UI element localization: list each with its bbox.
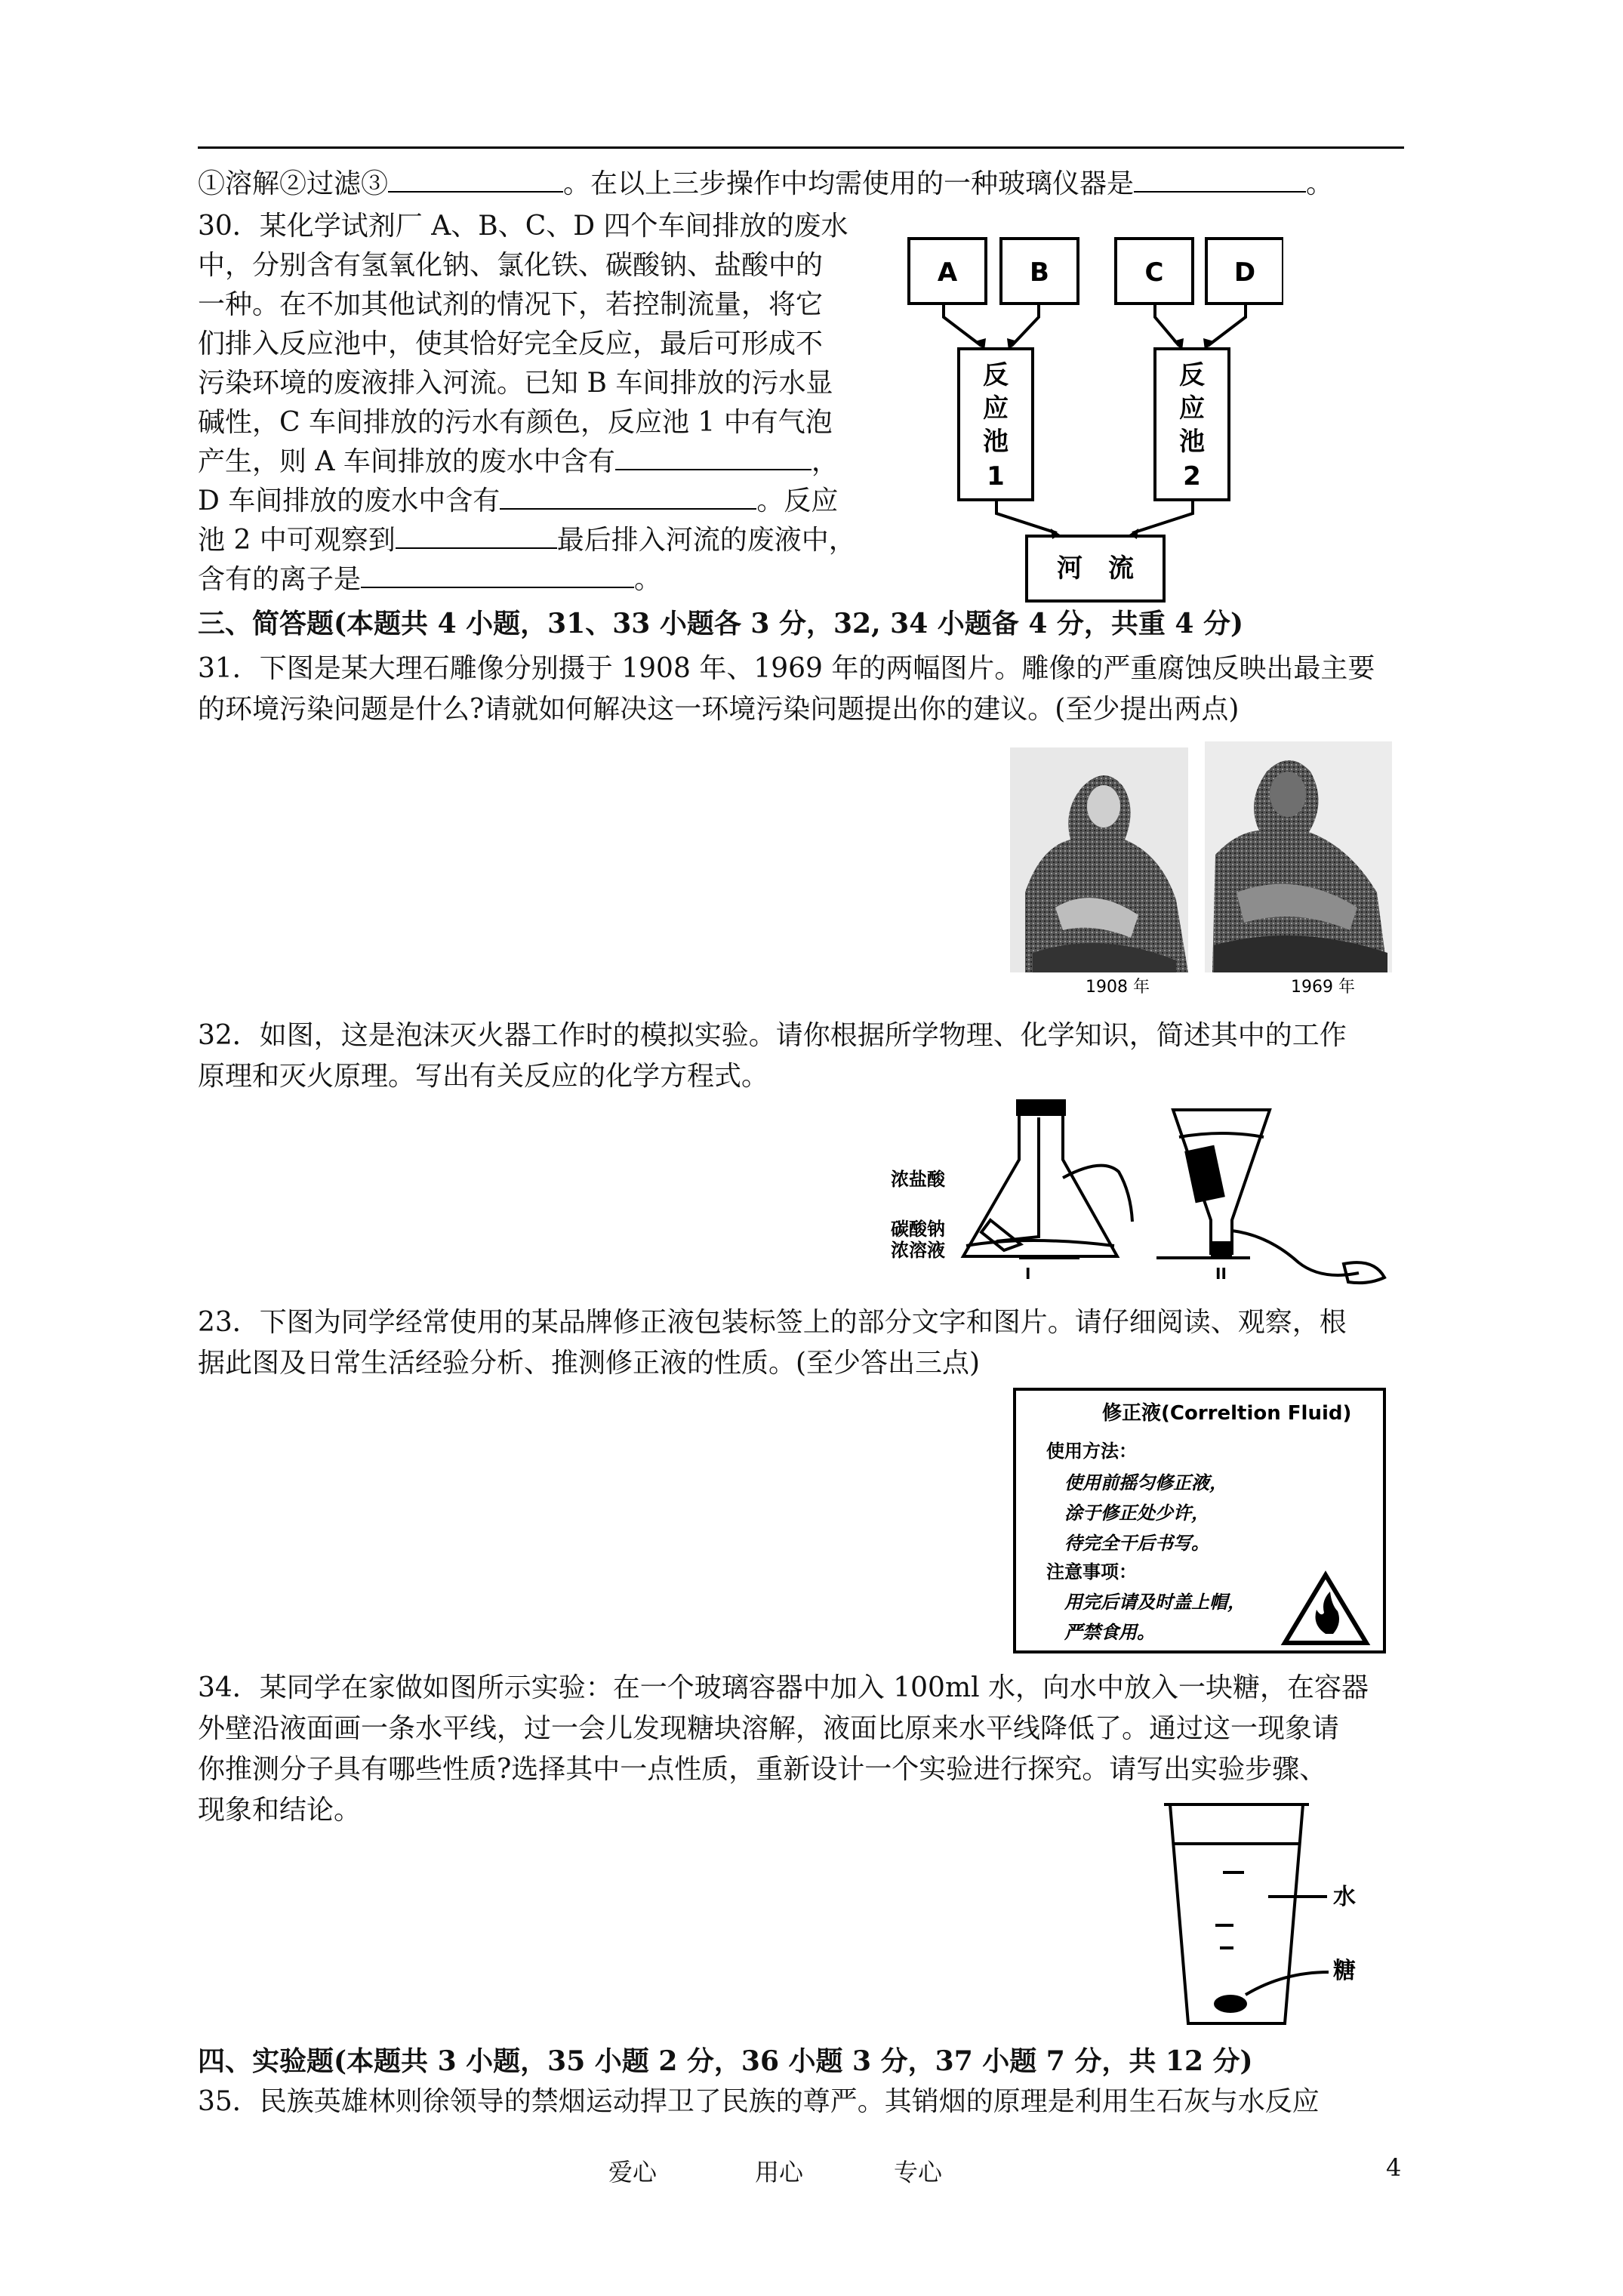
beaker-sugar-diagram [1155,1797,1397,2039]
q30-line10-end: 。 [634,564,662,595]
label-note-1: 用完后请及时盖上帽， [1064,1592,1246,1613]
page-number: 4 [1386,2153,1402,2182]
label-sodium-carbonate-1: 碳酸钠 [891,1219,945,1240]
q34-line-1: 34．某同学在家做如图所示实验：在一个玻璃容器中加入 100ml 水，向水中放入一块糖，在容器 [198,1672,1369,1703]
flask-1-tube [1063,1166,1132,1222]
header-rule [198,146,1404,149]
pool1-char-1: 反 [983,360,1009,390]
footer-item-3: 专心 [894,2158,943,2187]
statue-photo-1908 [1010,747,1188,972]
q30-blank-a[interactable] [615,446,812,470]
arrow-a-to-pool1 [944,304,981,346]
wastewater-flow-diagram [891,219,1283,612]
q30-line-1: 30．某化学试剂厂 A、B、C、D 四个车间排放的废水 [198,211,848,242]
arrow-pool1-to-river [996,500,1057,533]
arrow-c-to-pool2 [1155,304,1179,346]
statue-photo-1969 [1205,741,1392,972]
label-usage-3: 待完全干后书写。 [1064,1533,1209,1554]
label-water: 水 [1333,1884,1356,1910]
statue-photos [1010,741,1392,998]
flask-2-contents [1184,1145,1225,1203]
workshop-b-label: B [1030,257,1049,288]
section-3-heading: 三、简答题(本题共 4 小题，31、33 小题各 3 分，32, 34 小题备 4 分，共重 4 分) [198,608,1244,639]
flask-2-liquid [1179,1133,1264,1137]
q29-text-end: 。 [1306,168,1334,199]
q30-line-6: 碱性，C 车间排放的污水有颜色，反应池 1 中有气泡 [198,407,833,438]
pool2-char-3: 池 [1179,427,1205,457]
stopper-1 [1016,1099,1066,1116]
label-usage-heading: 使用方法： [1046,1441,1137,1462]
q32-line-2: 原理和灭火原理。写出有关反应的化学方程式。 [198,1061,769,1092]
pool1-char-4: 1 [987,461,1005,492]
nozzle-spray [1344,1262,1384,1283]
q34-line-3: 你推测分子具有哪些性质?选择其中一点性质，重新设计一个实验进行探究。请写出实验步骤、 [198,1754,1327,1785]
footer-item-2: 用心 [755,2158,804,2187]
section-4-heading: 四、实验题(本题共 3 小题，35 小题 2 分，36 小题 3 分，37 小题 7 分，共 12 分) [198,2045,1253,2077]
q29-tail-line [198,168,1333,201]
q30-line-3: 一种。在不加其他试剂的情况下，若控制流量，将它 [198,289,824,320]
q33-line-1: 23．下图为同学经常使用的某品牌修正液包装标签上的部分文字和图片。请仔细阅读、观察，根 [198,1307,1347,1338]
label-hydrochloric-acid: 浓盐酸 [891,1169,945,1190]
q30-line8-end: 。反应 [756,485,839,516]
foam-extinguisher-model [891,1087,1389,1299]
q31-line-1: 31．下图是某大理石雕像分别摄于 1908 年、1969 年的两幅图片。雕像的严重腐蚀反映出最主要 [198,653,1375,684]
workshop-a-label: A [937,257,958,288]
stopper-2 [1211,1241,1232,1258]
q30-blank-ions[interactable] [361,564,634,588]
q32-line-1: 32．如图，这是泡沫灭火器工作时的模拟实验。请你根据所学物理、化学知识，简述其中的工作 [198,1020,1347,1051]
label-note-2: 严禁食用。 [1064,1622,1155,1643]
q30-line8-text: D 车间排放的废水中含有 [198,485,500,516]
footer-item-1: 爱心 [608,2158,658,2187]
q30-line7-end: ， [811,446,839,477]
beaker [1170,1804,1303,2023]
q30-line7-text: 产生，则 A 车间排放的废水中含有 [198,446,615,477]
q30-line-4: 们排入反应池中，使其恰好完全反应，最后可形成不 [198,328,824,359]
sugar-cube [1214,1995,1247,2013]
pool1-char-2: 应 [983,393,1009,424]
q30-line-8 [198,485,838,518]
q35-line-1: 35．民族英雄林则徐领导的禁烟运动捍卫了民族的尊严。其销烟的原理是利用生石灰与水反应 [198,2086,1320,2117]
q29-text-mid: 。在以上三步操作中均需使用的一种玻璃仪器是 [563,168,1135,199]
q29-blank-2[interactable] [1134,168,1306,193]
arrow-d-to-pool2 [1208,304,1246,346]
q30-line-9 [198,524,856,557]
q30-line10-text: 含有的离子是 [198,564,362,595]
q33-line-2: 据此图及日常生活经验分析、推测修正液的性质。(至少答出三点) [198,1348,981,1379]
label-sugar: 糖 [1333,1958,1356,1984]
test-tube [981,1220,1021,1250]
label-usage-1: 使用前摇匀修正液， [1064,1472,1227,1493]
flask-1-liquid [966,1240,1114,1246]
workshop-c-label: C [1144,257,1164,288]
label-title: 修正液(Correltion Fluid) [1102,1402,1352,1425]
pool2-char-1: 反 [1179,360,1205,390]
label-sodium-carbonate-2: 浓溶液 [891,1240,945,1261]
arrow-pool2-to-river [1132,500,1193,533]
q34-line-4: 现象和结论。 [198,1795,362,1826]
q31-line-2: 的环境污染问题是什么?请就如何解决这一环境污染问题提出你的建议。(至少提出两点) [198,694,1240,725]
q30-blank-d[interactable] [500,485,756,510]
pool2-char-4: 2 [1183,461,1201,492]
river-label: 河 流 [1057,553,1134,584]
hose [1232,1231,1359,1275]
q30-line-5: 污染环境的废液排入河流。已知 B 车间排放的污水显 [198,368,833,399]
photo-label-1969: 1969 年 [1291,978,1355,997]
q34-line-2: 外壁沿液面画一条水平线，过一会儿发现糖块溶解，液面比原来水平线降低了。通过这一现象请 [198,1713,1340,1744]
photo-label-1908: 1908 年 [1086,978,1150,997]
q30-line9-end: 最后排入河流的废液中， [556,525,856,556]
q29-blank-1[interactable] [388,168,563,193]
q30-line-2: 中，分别含有氢氧化钠、氯化铁、碳酸钠、盐酸中的 [198,250,824,281]
figure-label-ii: II [1215,1265,1227,1283]
q30-line9-text: 池 2 中可观察到 [198,525,396,556]
q29-text-pre: ①溶解②过滤③ [198,168,389,199]
label-usage-2: 涂于修正处少许， [1064,1502,1209,1524]
correction-fluid-label [1012,1386,1389,1658]
pool1-char-3: 池 [983,427,1009,457]
arrow-b-to-pool1 [1012,304,1039,346]
label-notes-heading: 注意事项： [1046,1561,1137,1583]
q30-line-10 [198,563,661,596]
figure-label-i: I [1025,1265,1031,1283]
q30-line-7 [198,445,839,479]
workshop-d-label: D [1233,257,1256,288]
pool2-char-2: 应 [1179,393,1205,424]
q30-blank-observe[interactable] [396,525,557,549]
